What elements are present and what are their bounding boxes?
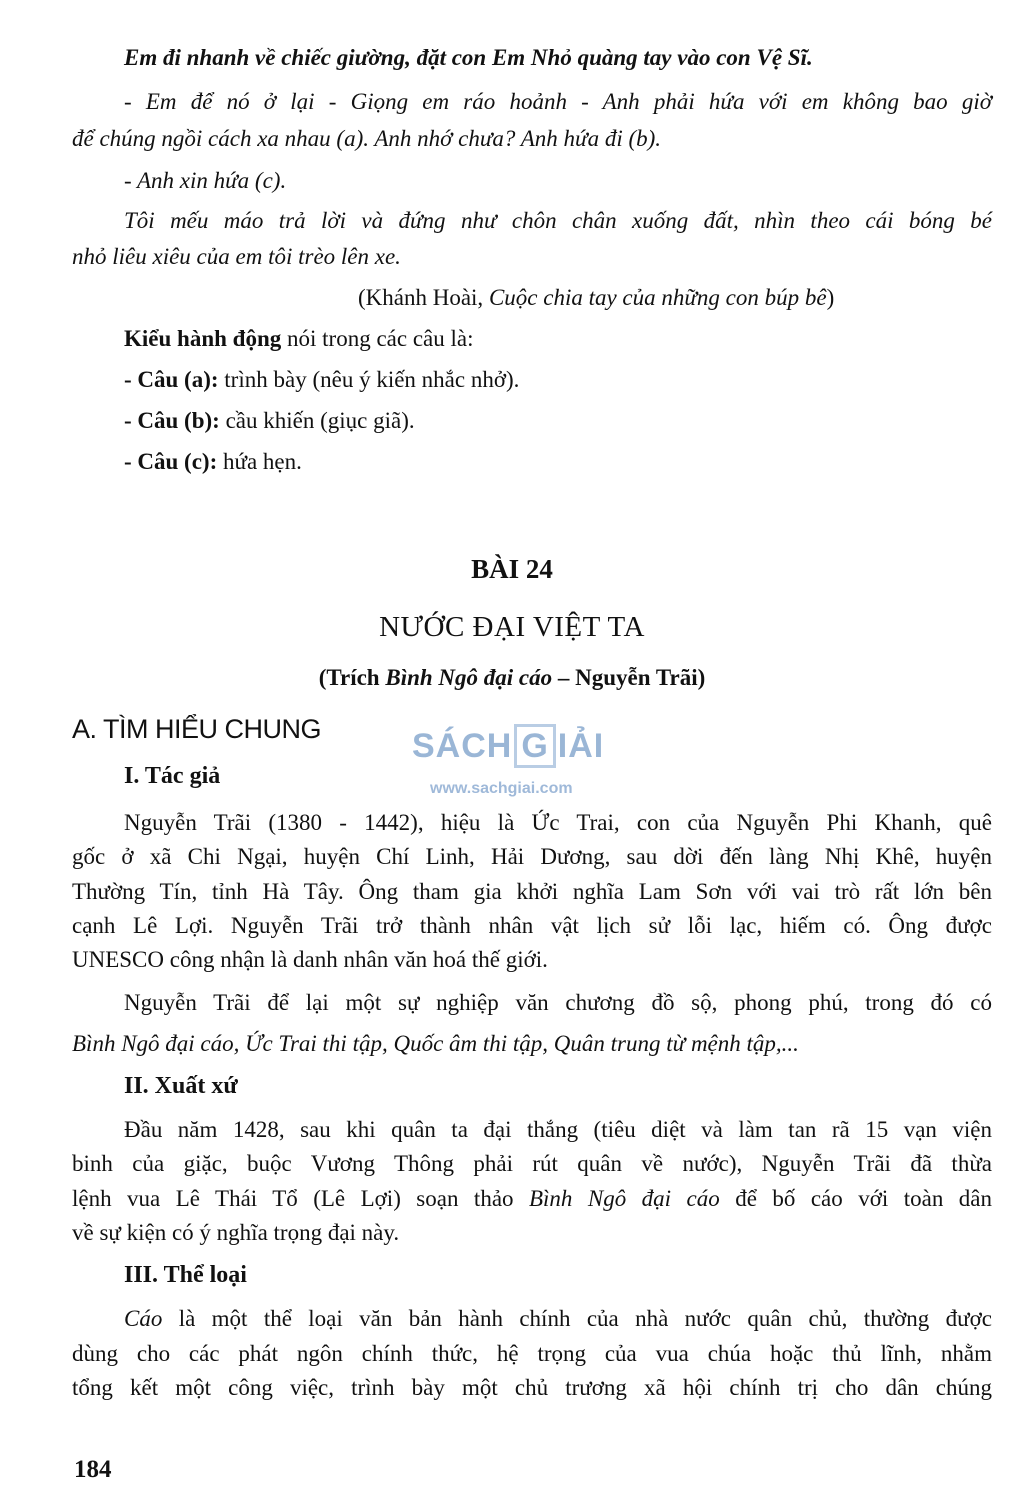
origin-line-3: lệnh vua Lê Thái Tổ (Lê Lợi) soạn thảo Bình Ngô đại cáo để bố cáo với toàn dân <box>72 1186 992 1211</box>
excerpt-line-1: Em đi nhanh về chiếc giường, đặt con Em Nhỏ quàng tay vào con Vệ Sĩ. <box>124 45 813 70</box>
genre-line-2: dùng cho các phát ngôn chính thức, hệ trọng của vua chúa hoặc thủ lĩnh, nhằm <box>72 1341 992 1366</box>
genre-heading: III. Thể loại <box>124 1262 247 1288</box>
author-p1-line-1: Nguyễn Trãi (1380 - 1442), hiệu là Ức Trai, con của Nguyễn Phi Khanh, quê <box>124 810 992 835</box>
author-heading: I. Tác giả <box>124 763 221 789</box>
origin-line-1: Đầu năm 1428, sau khi quân ta đại thắng (tiêu diệt và làm tan rã 15 vạn viện <box>124 1117 992 1142</box>
lesson-number: BÀI 24 <box>471 554 553 584</box>
author-p2-works: Bình Ngô đại cáo, Ức Trai thi tập, Quốc âm thi tập, Quân trung từ mệnh tập,... <box>72 1031 799 1056</box>
answer-item-a: - Câu (a): trình bày (nêu ý kiến nhắc nhở). <box>124 367 520 392</box>
author-p1-line-2: gốc ở xã Chi Ngại, huyện Chí Linh, Hải Dương, sau dời đến làng Nhị Khê, huyện <box>72 844 992 869</box>
answer-item-b: - Câu (b): cầu khiến (giục giã). <box>124 408 415 433</box>
excerpt-line-6: nhỏ liêu xiêu của em tôi trèo lên xe. <box>72 244 401 269</box>
excerpt-line-5: Tôi mếu máo trả lời và đứng như chôn chân xuống đất, nhìn theo cái bóng bé <box>124 208 992 233</box>
author-p1-line-3: Thường Tín, tỉnh Hà Tây. Ông tham gia khởi nghĩa Lam Sơn với vai trò rất lớn bên <box>72 879 992 904</box>
excerpt-citation: (Khánh Hoài, Cuộc chia tay của những con búp bê) <box>358 285 835 310</box>
author-p1-line-4: cạnh Lê Lợi. Nguyễn Trãi trở thành nhân vật lịch sử lỗi lạc, hiếm có. Ông được <box>72 913 992 938</box>
excerpt-line-3: để chúng ngồi cách xa nhau (a). Anh nhớ chưa? Anh hứa đi (b). <box>72 126 662 151</box>
page-number: 184 <box>74 1456 112 1483</box>
author-p2-line-1: Nguyễn Trãi để lại một sự nghiệp văn chương đồ sộ, phong phú, trong đó có <box>124 990 992 1015</box>
origin-line-4: về sự kiện có ý nghĩa trọng đại này. <box>72 1220 400 1245</box>
author-p1-line-5: UNESCO công nhận là danh nhân văn hoá thế giới. <box>72 947 548 972</box>
answer-item-c: - Câu (c): hứa hẹn. <box>124 449 302 474</box>
genre-line-1: Cáo là một thể loại văn bản hành chính của nhà nước quân chủ, thường được <box>124 1306 992 1331</box>
excerpt-line-2: - Em để nó ở lại - Giọng em ráo hoảnh - Anh phải hứa với em không bao giờ <box>124 89 992 114</box>
lesson-subtitle: (Trích Bình Ngô đại cáo – Nguyễn Trãi) <box>318 665 706 690</box>
answer-intro: Kiểu hành động nói trong các câu là: <box>124 326 474 351</box>
watermark-url: www.sachgiai.com <box>430 780 573 797</box>
origin-line-2: binh của giặc, buộc Vương Thông phải rút quân về nước), Nguyễn Trãi đã thừa <box>72 1151 992 1176</box>
lesson-title: NƯỚC ĐẠI VIỆT TA <box>379 611 645 643</box>
section-a-heading: A. TÌM HIỂU CHUNG <box>72 714 322 744</box>
watermark-brand: SÁCH G IẢI <box>412 724 604 768</box>
excerpt-line-4: - Anh xin hứa (c). <box>124 168 287 193</box>
origin-heading: II. Xuất xứ <box>124 1073 238 1099</box>
genre-line-3: tổng kết một công việc, trình bày một chủ trương xã hội chính trị cho dân chúng <box>72 1375 992 1400</box>
